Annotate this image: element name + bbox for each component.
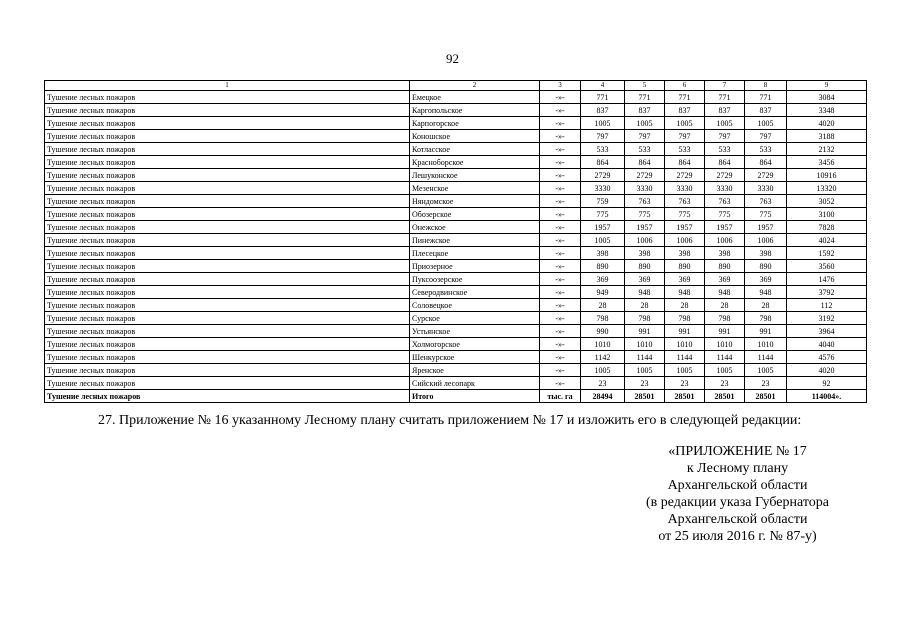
table-cell: Тушение лесных пожаров [45,104,410,117]
table-cell: 398 [665,247,705,260]
table-cell: 775 [705,208,745,221]
table-total-row [45,390,867,403]
appendix-line: Архангельской области [667,512,808,527]
table-cell: 864 [745,156,787,169]
table-cell: 771 [745,91,787,104]
table-cell: 771 [665,91,705,104]
table-cell: 28501 [745,390,787,403]
table-cell: 114004». [787,390,867,403]
table-row [45,273,867,286]
table-cell: 775 [625,208,665,221]
table-row [45,208,867,221]
table-cell: Тушение лесных пожаров [45,182,410,195]
table-cell: 991 [625,325,665,338]
table-cell: 2729 [581,169,625,182]
table-cell: 6 [665,81,705,91]
table-cell: 991 [665,325,705,338]
table-cell: 4024 [787,234,867,247]
table-cell: 3192 [787,312,867,325]
table-cell: 798 [625,312,665,325]
table-cell: 1010 [581,338,625,351]
table-cell: Плесецкое [410,247,540,260]
table-cell: -»- [540,208,581,221]
table-cell: Итого [410,390,540,403]
table-cell: Тушение лесных пожаров [45,286,410,299]
table-cell: 3330 [705,182,745,195]
appendix-line: Архангельской области [667,478,808,493]
table-cell: 990 [581,325,625,338]
table-cell: -»- [540,117,581,130]
table-cell: Тушение лесных пожаров [45,169,410,182]
table-cell: 1957 [745,221,787,234]
table-cell: Коношское [410,130,540,143]
table-cell: Пуксоозерское [410,273,540,286]
table-cell: 759 [581,195,625,208]
table-cell: Карпогорское [410,117,540,130]
table-cell: Няндомское [410,195,540,208]
table-row [45,221,867,234]
page-number: 92 [446,51,459,66]
table-cell: -»- [540,351,581,364]
table-cell: 1005 [581,117,625,130]
table-cell: 2 [410,81,540,91]
table-cell: 398 [745,247,787,260]
table-row [45,364,867,377]
table-row [45,260,867,273]
table-cell: 890 [581,260,625,273]
table-cell: Тушение лесных пожаров [45,208,410,221]
table-cell: 763 [665,195,705,208]
table-cell: Тушение лесных пожаров [45,377,410,390]
table-cell: Тушение лесных пожаров [45,195,410,208]
table-cell: Лешуконское [410,169,540,182]
table-row [45,325,867,338]
table-cell: 1005 [581,234,625,247]
table-cell: 1005 [665,117,705,130]
table-cell: 3100 [787,208,867,221]
table-cell: 1005 [625,117,665,130]
table-cell: 2729 [665,169,705,182]
table-cell: 4040 [787,338,867,351]
table-cell: Соловецкое [410,299,540,312]
table-cell: 1006 [625,234,665,247]
table-cell: 798 [581,312,625,325]
table-cell: 837 [705,104,745,117]
table-cell: Тушение лесных пожаров [45,299,410,312]
table-cell: 369 [625,273,665,286]
table-cell: 797 [745,130,787,143]
appendix-line: (в редакции указа Губернатора [646,495,829,510]
table-cell: -»- [540,377,581,390]
table-cell: 23 [705,377,745,390]
table-cell: 3330 [625,182,665,195]
table-cell: 864 [705,156,745,169]
table-cell: Тушение лесных пожаров [45,91,410,104]
table-cell: -»- [540,156,581,169]
table-row [45,247,867,260]
table-cell: 13320 [787,182,867,195]
table-cell: 112 [787,299,867,312]
table-cell: 1010 [625,338,665,351]
table-cell: 775 [745,208,787,221]
table-cell: Тушение лесных пожаров [45,364,410,377]
table-row [45,338,867,351]
table-cell: 1005 [581,364,625,377]
table-cell: 837 [625,104,665,117]
table-cell: 1006 [705,234,745,247]
table-cell: Тушение лесных пожаров [45,260,410,273]
table-cell: -»- [540,221,581,234]
table-cell: Тушение лесных пожаров [45,338,410,351]
table-cell: 1476 [787,273,867,286]
table-cell: 949 [581,286,625,299]
appendix-line: от 25 июля 2016 г. № 87-у) [658,529,817,544]
table-cell: Емецкое [410,91,540,104]
table-cell: Тушение лесных пожаров [45,156,410,169]
table-cell: 3 [540,81,581,91]
table-cell: -»- [540,234,581,247]
table-row [45,351,867,364]
table-row [45,169,867,182]
table-cell: 4020 [787,364,867,377]
table-row [45,377,867,390]
table-cell: 837 [665,104,705,117]
table-cell: 2729 [625,169,665,182]
table-cell: 1005 [705,117,745,130]
table-row [45,104,867,117]
table-row [45,91,867,104]
table-cell: 1144 [665,351,705,364]
table-row [45,182,867,195]
table-cell: Тушение лесных пожаров [45,234,410,247]
table-cell: 798 [665,312,705,325]
table-cell: 3964 [787,325,867,338]
table-cell: -»- [540,91,581,104]
table-cell: 1142 [581,351,625,364]
table-row [45,195,867,208]
table-cell: 398 [581,247,625,260]
appendix-line: к Лесному плану [686,461,789,476]
table-cell: Тушение лесных пожаров [45,221,410,234]
table-cell: Шенкурское [410,351,540,364]
table-cell: Каргопольское [410,104,540,117]
table-cell: 533 [625,143,665,156]
table-cell: 28501 [665,390,705,403]
table-cell: Тушение лесных пожаров [45,130,410,143]
table-cell: 1006 [665,234,705,247]
table-cell: Тушение лесных пожаров [45,117,410,130]
table-cell: 28501 [625,390,665,403]
table-cell: 864 [625,156,665,169]
table-cell: 3792 [787,286,867,299]
table-cell: Сурское [410,312,540,325]
table-cell: Котласское [410,143,540,156]
table-cell: -»- [540,325,581,338]
table-cell: 890 [625,260,665,273]
table-cell: 3052 [787,195,867,208]
table-cell: 1010 [705,338,745,351]
table-cell: Приозерное [410,260,540,273]
table-cell: 3330 [745,182,787,195]
forest-fire-table [44,80,867,403]
table-cell: 92 [787,377,867,390]
table-cell: 28494 [581,390,625,403]
table-cell: Холмогорское [410,338,540,351]
table-cell: 763 [705,195,745,208]
table-cell: 771 [625,91,665,104]
table-cell: 948 [665,286,705,299]
appendix-heading [615,443,860,545]
table-cell: 369 [745,273,787,286]
table-cell: 2729 [705,169,745,182]
table-cell: 1 [45,81,410,91]
table-cell: 797 [705,130,745,143]
table-cell: 1144 [625,351,665,364]
table-cell: 4 [581,81,625,91]
table-cell: Северодвинское [410,286,540,299]
table-cell: 1144 [745,351,787,364]
table-cell: 948 [705,286,745,299]
table-cell: Тушение лесных пожаров [45,143,410,156]
table-cell: Тушение лесных пожаров [45,312,410,325]
table-cell: 28 [665,299,705,312]
table-cell: 1005 [625,364,665,377]
table-cell: 9 [787,81,867,91]
table-cell: 1957 [705,221,745,234]
table-cell: 763 [745,195,787,208]
table-cell: 28501 [705,390,745,403]
table-cell: 1957 [625,221,665,234]
table-cell: 1005 [745,364,787,377]
table-cell: 1957 [665,221,705,234]
table-cell: 4576 [787,351,867,364]
table-cell: -»- [540,182,581,195]
table-cell: 775 [665,208,705,221]
table-cell: -»- [540,143,581,156]
table-cell: 23 [665,377,705,390]
table-cell: 8 [745,81,787,91]
table-cell: 28 [581,299,625,312]
table-cell: Пинежское [410,234,540,247]
table-cell: 798 [745,312,787,325]
table-cell: -»- [540,104,581,117]
table-cell: 23 [625,377,665,390]
table-cell: 1957 [581,221,625,234]
table-cell: Онежское [410,221,540,234]
table-cell: -»- [540,260,581,273]
table-cell: 398 [625,247,665,260]
table-cell: 5 [625,81,665,91]
table-cell: 1010 [665,338,705,351]
table-cell: 3188 [787,130,867,143]
table-cell: тыс. га [540,390,581,403]
table-cell: 1005 [745,117,787,130]
table-cell: 890 [705,260,745,273]
table-cell: 763 [625,195,665,208]
table-cell: Яренское [410,364,540,377]
table-cell: 28 [705,299,745,312]
table-cell: 533 [581,143,625,156]
table-cell: Тушение лесных пожаров [45,325,410,338]
table-cell: 10916 [787,169,867,182]
table-cell: 991 [745,325,787,338]
table-cell: 398 [705,247,745,260]
table-cell: -»- [540,286,581,299]
table-cell: Сийский лесопарк [410,377,540,390]
table-cell: 797 [625,130,665,143]
table-cell: 533 [665,143,705,156]
table-cell: -»- [540,169,581,182]
table-cell: -»- [540,130,581,143]
table-cell: 533 [745,143,787,156]
table-cell: Обозерское [410,208,540,221]
table-cell: 837 [745,104,787,117]
amendment-paragraph: 27. Приложение № 16 указанному Лесному плану считать приложением № 17 и изложить его в следующей редакции: [98,413,802,428]
table-row [45,117,867,130]
table-cell: 1592 [787,247,867,260]
table-cell: 28 [625,299,665,312]
table-cell: 771 [581,91,625,104]
table-cell: 3348 [787,104,867,117]
table-row [45,156,867,169]
table-cell: 3084 [787,91,867,104]
table-cell: 1005 [705,364,745,377]
table-cell: 369 [581,273,625,286]
table-cell: Тушение лесных пожаров [45,273,410,286]
table-cell: Устьянское [410,325,540,338]
table-cell: 2132 [787,143,867,156]
table-cell: 369 [705,273,745,286]
table-cell: 3456 [787,156,867,169]
table-cell: 797 [665,130,705,143]
table-cell: 837 [581,104,625,117]
table-cell: 2729 [745,169,787,182]
table-row [45,143,867,156]
table-cell: -»- [540,299,581,312]
table-cell: 775 [581,208,625,221]
table-cell: 948 [625,286,665,299]
table-row [45,286,867,299]
table-row [45,234,867,247]
table-cell: -»- [540,364,581,377]
table-row [45,130,867,143]
table-cell: 991 [705,325,745,338]
table-cell: 948 [745,286,787,299]
table-cell: 771 [705,91,745,104]
table-cell: 23 [581,377,625,390]
table-cell: Мезенское [410,182,540,195]
table-cell: Тушение лесных пожаров [45,351,410,364]
table-cell: -»- [540,247,581,260]
table-row [45,312,867,325]
table-cell: 369 [665,273,705,286]
table-header-row [45,81,867,91]
table-cell: 1144 [705,351,745,364]
table-cell: 7 [705,81,745,91]
table-cell: -»- [540,338,581,351]
table-cell: -»- [540,312,581,325]
table-cell: 864 [665,156,705,169]
table-cell: 533 [705,143,745,156]
table-cell: 4020 [787,117,867,130]
table-cell: -»- [540,273,581,286]
table-cell: Тушение лесных пожаров [45,390,410,403]
table-cell: 1005 [665,364,705,377]
table-cell: 890 [665,260,705,273]
table-cell: 1006 [745,234,787,247]
table-cell: 28 [745,299,787,312]
table-cell: 3560 [787,260,867,273]
table-cell: Тушение лесных пожаров [45,247,410,260]
table-cell: 798 [705,312,745,325]
table-cell: 3330 [581,182,625,195]
appendix-line: «ПРИЛОЖЕНИЕ № 17 [668,444,807,459]
table-cell: 864 [581,156,625,169]
table-cell: 797 [581,130,625,143]
table-cell: 1010 [745,338,787,351]
table-cell: 7828 [787,221,867,234]
table-cell: 23 [745,377,787,390]
table-cell: -»- [540,195,581,208]
table-cell: 3330 [665,182,705,195]
table-row [45,299,867,312]
table-cell: Красноборское [410,156,540,169]
table-cell: 890 [745,260,787,273]
